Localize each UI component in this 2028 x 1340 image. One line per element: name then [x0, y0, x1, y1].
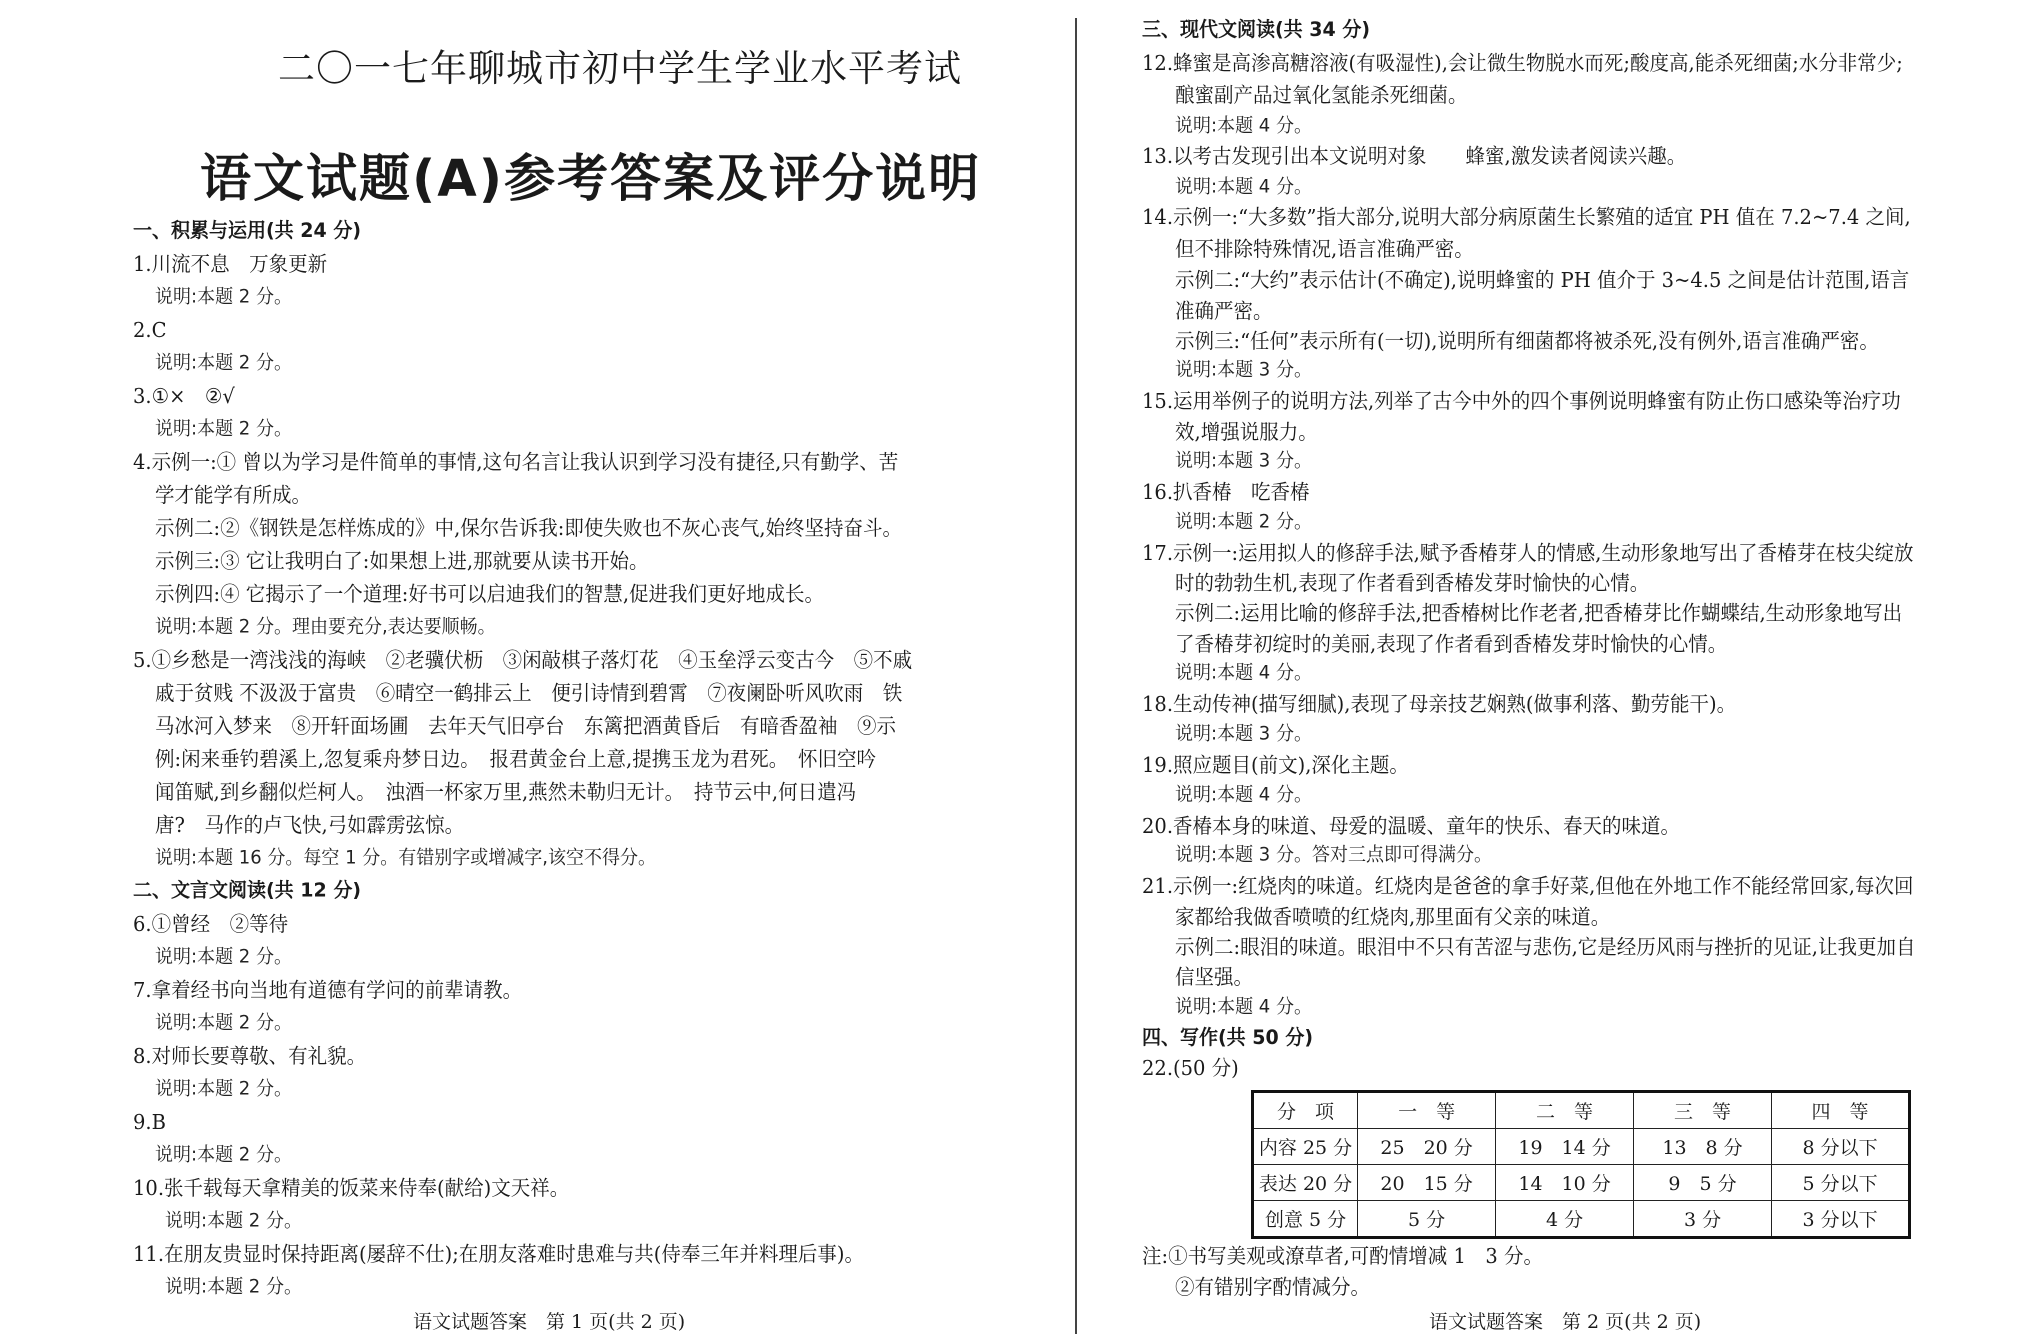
table-row	[1253, 1201, 1910, 1238]
answer-line: 示例二:“大约”表示估计(不确定),说明蜂蜜的 PH 值介于 3~4.5 之间是估计范围,语言	[1175, 267, 1910, 293]
answer-line: 效,增强说服力。	[1175, 419, 1318, 445]
answer-line: 6.①曾经 ②等待	[133, 911, 289, 937]
scoring-table-header-cell: 四 等	[1772, 1092, 1910, 1129]
scoring-note: 说明:本题 2 分。	[165, 1275, 302, 1298]
answer-line: 准确严密。	[1175, 298, 1273, 324]
answer-line: 11.在朋友贵显时保持距离(屡辞不仕);在朋友落难时患难与共(侍奉三年并料理后事)。	[133, 1241, 865, 1267]
answer-line: 戚于贫贱 不汲汲于富贵 ⑥晴空一鹤排云上 便引诗情到碧霄 ⑦夜阑卧听风吹雨 铁	[155, 680, 903, 706]
table-cell: 3 分以下	[1772, 1201, 1910, 1238]
answer-line: 5.①乡愁是一湾浅浅的海峡 ②老骥伏枥 ③闲敲棋子落灯花 ④玉垒浮云变古今 ⑤不戚	[133, 647, 913, 673]
table-cell: 8 分以下	[1772, 1129, 1910, 1165]
answer-line: 示例三:“任何”表示所有(一切),说明所有细菌都将被杀死,没有例外,语言准确严密。	[1175, 328, 1879, 354]
section-heading: 三、现代文阅读(共 34 分)	[1142, 17, 1371, 41]
section-heading: 四、写作(共 50 分)	[1142, 1025, 1314, 1049]
column-divider	[1075, 18, 1077, 1334]
scoring-note: 说明:本题 2 分。	[155, 1077, 292, 1100]
scoring-note: 说明:本题 4 分。	[1175, 175, 1312, 198]
scoring-note: 说明:本题 2 分。	[155, 351, 292, 374]
answer-line: ②有错别字酌情减分。	[1175, 1274, 1371, 1300]
table-cell: 5 分以下	[1772, 1165, 1910, 1201]
section-heading: 一、积累与运用(共 24 分)	[133, 218, 362, 242]
answer-line: 示例二:运用比喻的修辞手法,把香椿树比作老者,把香椿芽比作蝴蝶结,生动形象地写出	[1175, 600, 1903, 626]
answer-line: 闻笛赋,到乡翻似烂柯人。 浊酒一杯家万里,燕然未勒归无计。 持节云中,何日遣冯	[155, 779, 857, 805]
answer-line: 但不排除特殊情况,语言准确严密。	[1175, 236, 1474, 262]
scoring-note: 说明:本题 2 分。	[165, 1209, 302, 1232]
scoring-note: 说明:本题 3 分。答对三点即可得满分。	[1175, 843, 1492, 866]
answer-line: 18.生动传神(描写细腻),表现了母亲技艺娴熟(做事利落、勤劳能干)。	[1142, 691, 1737, 717]
scoring-note: 说明:本题 2 分。	[155, 1143, 292, 1166]
table-cell: 4 分	[1496, 1201, 1634, 1238]
answer-line: 13.以考古发现引出本文说明对象 蜂蜜,激发读者阅读兴趣。	[1142, 143, 1687, 169]
table-cell: 20 15 分	[1358, 1165, 1496, 1201]
scoring-table-header-cell: 二 等	[1496, 1092, 1634, 1129]
answer-line: 14.示例一:“大多数”指大部分,说明大部分病原菌生长繁殖的适宜 PH 值在 7.2~7.4 之间,	[1142, 204, 1911, 230]
answer-line: 1.川流不息 万象更新	[133, 251, 328, 277]
table-cell: 表达 20 分	[1253, 1165, 1358, 1201]
scoring-table-header-cell: 分 项	[1253, 1092, 1358, 1129]
page-footer-2: 语文试题答案 第 2 页(共 2 页)	[1429, 1311, 1702, 1333]
answer-line: 注:①书写美观或潦草者,可酌情增减 1 3 分。	[1142, 1243, 1543, 1269]
scoring-table-header-cell: 三 等	[1634, 1092, 1772, 1129]
scoring-note: 说明:本题 2 分。	[155, 417, 292, 440]
answer-line: 22.(50 分)	[1142, 1055, 1239, 1081]
answer-line: 了香椿芽初绽时的美丽,表现了作者看到香椿发芽时愉快的心情。	[1175, 631, 1728, 657]
main-title: 语文试题(A)参考答案及评分说明	[200, 150, 982, 209]
answer-line: 示例二:②《钢铁是怎样炼成的》中,保尔告诉我:即使失败也不灰心丧气,始终坚持奋斗。	[155, 515, 903, 541]
scoring-note: 说明:本题 3 分。	[1175, 358, 1312, 381]
answer-line: 21.示例一:红烧肉的味道。红烧肉是爸爸的拿手好菜,但他在外地工作不能经常回家,每次回	[1142, 873, 1914, 899]
answer-line: 10.张千载每天拿精美的饭菜来侍奉(献给)文天祥。	[133, 1175, 570, 1201]
answer-line: 8.对师长要尊敬、有礼貌。	[133, 1043, 367, 1069]
answer-line: 时的勃勃生机,表现了作者看到香椿发芽时愉快的心情。	[1175, 570, 1650, 596]
scoring-note: 说明:本题 2 分。	[155, 945, 292, 968]
scoring-note: 说明:本题 4 分。	[1175, 995, 1312, 1018]
scoring-note: 说明:本题 2 分。	[1175, 510, 1312, 533]
answer-line: 15.运用举例子的说明方法,列举了古今中外的四个事例说明蜂蜜有防止伤口感染等治疗功	[1142, 388, 1901, 414]
answer-line: 酿蜜副产品过氧化氢能杀死细菌。	[1175, 82, 1468, 108]
answer-line: 示例二:眼泪的味道。眼泪中不只有苦涩与悲伤,它是经历风雨与挫折的见证,让我更加自	[1175, 934, 1916, 960]
scoring-table	[1251, 1090, 1911, 1239]
page-footer-1: 语文试题答案 第 1 页(共 2 页)	[413, 1311, 686, 1333]
scoring-table-header-row	[1253, 1092, 1910, 1129]
exam-title: 二〇一七年聊城市初中学生学业水平考试	[278, 47, 962, 90]
scoring-note: 说明:本题 2 分。理由要充分,表达要顺畅。	[155, 615, 496, 638]
answer-line: 学才能学有所成。	[155, 482, 312, 508]
section-heading: 二、文言文阅读(共 12 分)	[133, 878, 362, 902]
answer-line: 例:闲来垂钓碧溪上,忽复乘舟梦日边。 报君黄金台上意,提携玉龙为君死。 怀旧空吟	[155, 746, 876, 772]
answer-line: 9.B	[133, 1109, 166, 1135]
answer-line: 20.香椿本身的味道、母爱的温暖、童年的快乐、春天的味道。	[1142, 813, 1681, 839]
scoring-note: 说明:本题 4 分。	[1175, 661, 1312, 684]
answer-line: 家都给我做香喷喷的红烧肉,那里面有父亲的味道。	[1175, 904, 1611, 930]
answer-line: 示例四:④ 它揭示了一个道理:好书可以启迪我们的智慧,促进我们更好地成长。	[155, 581, 825, 607]
answer-line: 7.拿着经书向当地有道德有学问的前辈请教。	[133, 977, 523, 1003]
scoring-note: 说明:本题 2 分。	[155, 1011, 292, 1034]
table-cell: 25 20 分	[1358, 1129, 1496, 1165]
answer-line: 12.蜂蜜是高渗高糖溶液(有吸湿性),会让微生物脱水而死;酸度高,能杀死细菌;水分非常少;	[1142, 50, 1903, 76]
table-row	[1253, 1129, 1910, 1165]
scoring-note: 说明:本题 16 分。每空 1 分。有错别字或增减字,该空不得分。	[155, 846, 657, 869]
table-cell: 5 分	[1358, 1201, 1496, 1238]
table-cell: 3 分	[1634, 1201, 1772, 1238]
answer-line: 16.扒香椿 吃香椿	[1142, 479, 1310, 505]
answer-line: 19.照应题目(前文),深化主题。	[1142, 752, 1409, 778]
table-cell: 13 8 分	[1634, 1129, 1772, 1165]
table-cell: 14 10 分	[1496, 1165, 1634, 1201]
scoring-note: 说明:本题 4 分。	[1175, 114, 1312, 137]
table-cell: 19 14 分	[1496, 1129, 1634, 1165]
scoring-table-header-cell: 一 等	[1358, 1092, 1496, 1129]
answer-line: 马冰河入梦来 ⑧开轩面场圃 去年天气旧亭台 东篱把酒黄昏后 有暗香盈袖 ⑨示	[155, 713, 897, 739]
scoring-note: 说明:本题 3 分。	[1175, 722, 1312, 745]
answer-line: 4.示例一:① 曾以为学习是件简单的事情,这句名言让我认识到学习没有捷径,只有勤学、苦	[133, 449, 899, 475]
table-cell: 创意 5 分	[1253, 1201, 1358, 1238]
table-cell: 内容 25 分	[1253, 1129, 1358, 1165]
table-row	[1253, 1165, 1910, 1201]
scoring-note: 说明:本题 4 分。	[1175, 783, 1312, 806]
answer-line: 信坚强。	[1175, 964, 1254, 990]
answer-line: 17.示例一:运用拟人的修辞手法,赋予香椿芽人的情感,生动形象地写出了香椿芽在枝尖绽放	[1142, 540, 1914, 566]
answer-line: 示例三:③ 它让我明白了:如果想上进,那就要从读书开始。	[155, 548, 649, 574]
scoring-note: 说明:本题 2 分。	[155, 285, 292, 308]
scoring-note: 说明:本题 3 分。	[1175, 449, 1312, 472]
table-cell: 9 5 分	[1634, 1165, 1772, 1201]
answer-line: 3.①× ②√	[133, 383, 235, 409]
answer-line: 2.C	[133, 317, 167, 343]
answer-line: 唐? 马作的卢飞快,弓如霹雳弦惊。	[155, 812, 465, 838]
